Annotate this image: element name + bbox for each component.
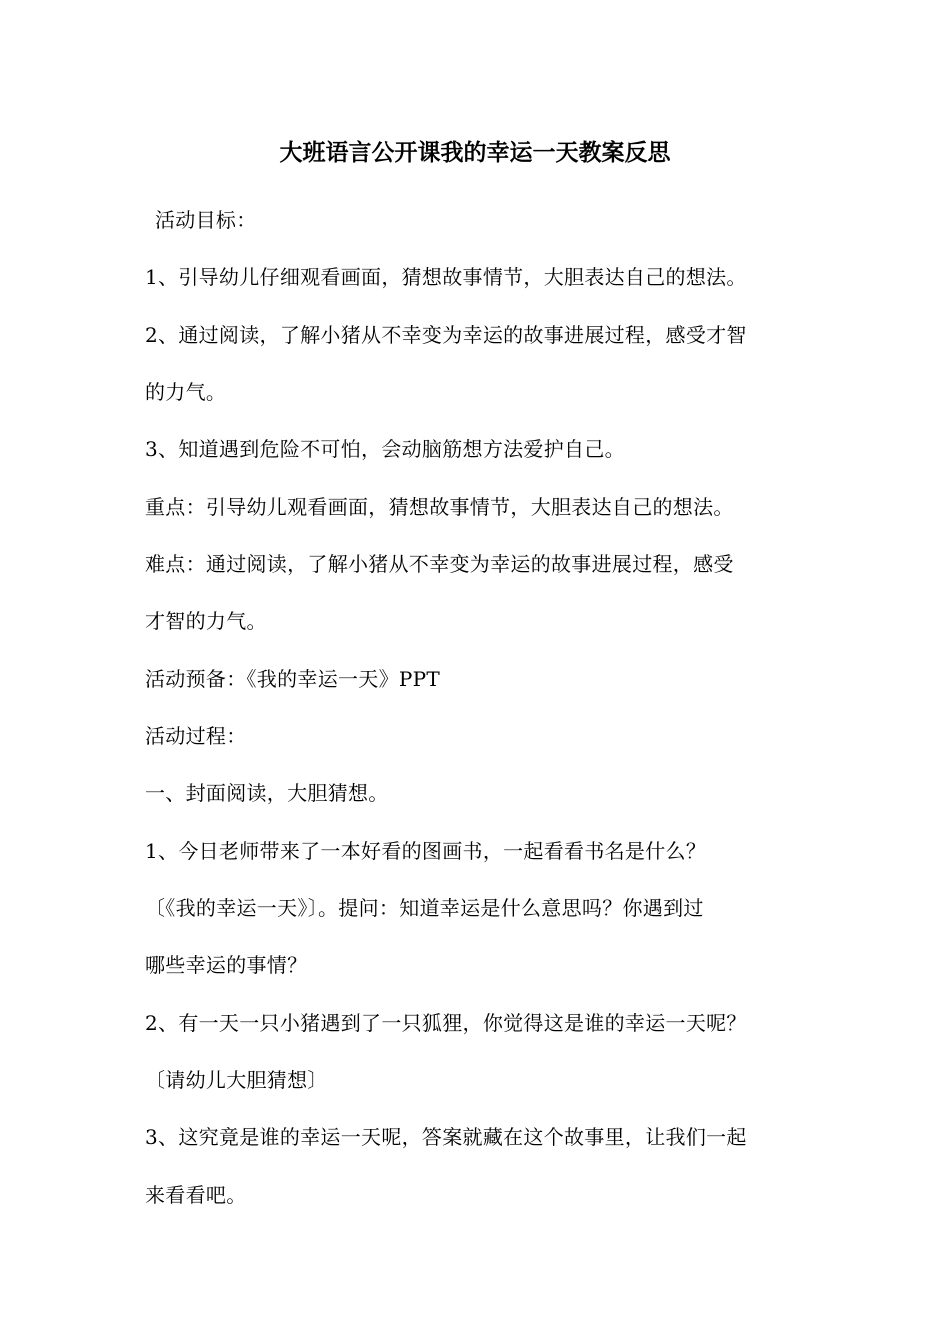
text-line-goal-1: 1、引导幼儿仔细观看画面，猜想故事情节，大胆表达自己的想法。: [145, 265, 747, 289]
text-line-step-2: 2、有一天一只小猪遇到了一只狐狸，你觉得这是谁的幸运一天呢？: [145, 1011, 747, 1035]
text-line-goal-2: 2、通过阅读，了解小猪从不幸变为幸运的故事进展过程，感受才智: [145, 323, 747, 347]
text-line-activity-goals-heading: 活动目标：: [155, 208, 257, 232]
page-title: 大班语言公开课我的幸运一天教案反思: [279, 140, 671, 166]
text-line-step-3-cont: 来看看吧。: [145, 1183, 247, 1207]
text-line-goal-3: 3、知道遇到危险不可怕，会动脑筋想方法爱护自己。: [145, 437, 625, 461]
text-line-process-heading: 活动过程：: [145, 724, 247, 748]
text-line-difficulty: 难点：通过阅读，了解小猪从不幸变为幸运的故事进展过程，感受: [145, 552, 734, 576]
text-line-section-1: 一、封面阅读，大胆猜想。: [145, 781, 389, 805]
text-line-step-3: 3、这究竟是谁的幸运一天呢，答案就藏在这个故事里，让我们一起: [145, 1125, 747, 1149]
text-line-preparation: 活动预备：《我的幸运一天》PPT: [145, 667, 441, 691]
text-line-key-point: 重点：引导幼儿观看画面，猜想故事情节，大胆表达自己的想法。: [145, 495, 734, 519]
text-line-step-1: 1、今日老师带来了一本好看的图画书，一起看看书名是什么？: [145, 839, 707, 863]
text-line-step-2-cont: 〔请幼儿大胆猜想〕: [145, 1068, 328, 1092]
text-line-difficulty-cont: 才智的力气。: [145, 609, 267, 633]
text-line-step-1-cont: 〔《我的幸运一天》〕。提问：知道幸运是什么意思吗？你遇到过: [145, 896, 704, 920]
text-line-goal-2-cont: 的力气。: [145, 380, 227, 404]
text-line-step-1-cont-2: 哪些幸运的事情？: [145, 953, 308, 977]
